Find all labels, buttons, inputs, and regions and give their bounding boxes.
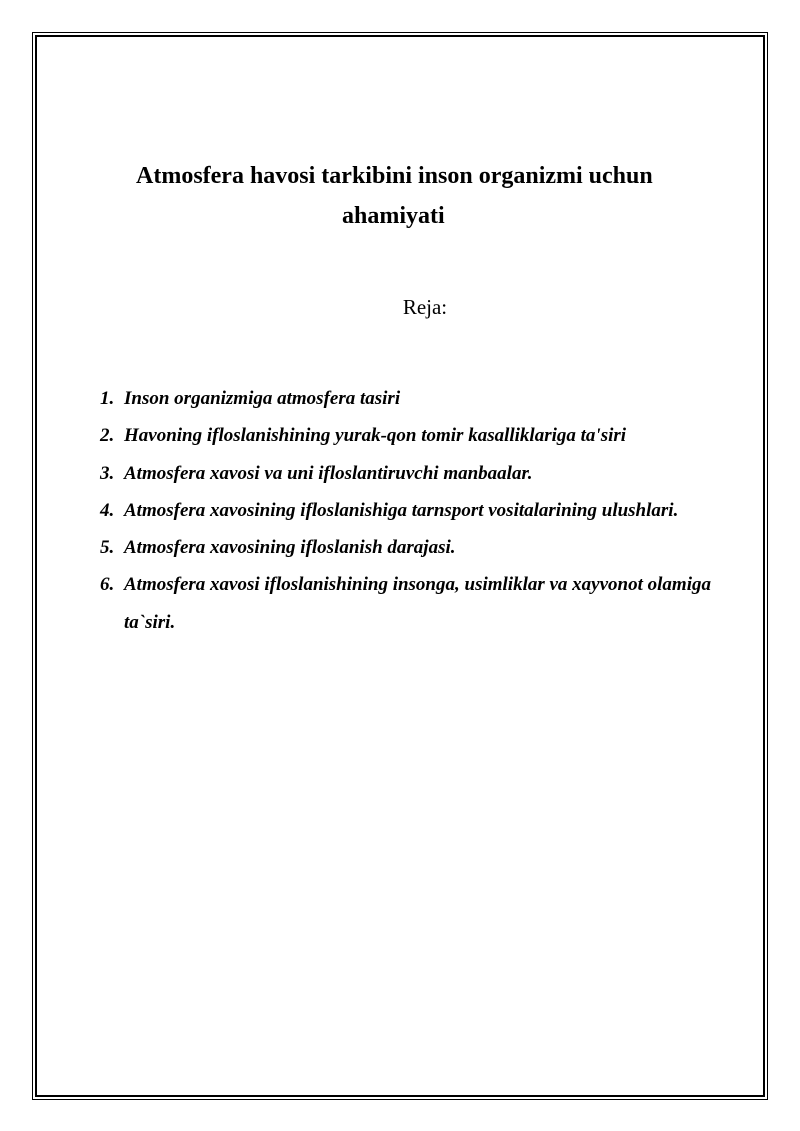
plan-item-number: 4.	[100, 499, 115, 521]
plan-item-text: Atmosfera xavosining ifloslanishiga tarnsport vositalarining ulushlari.	[124, 499, 679, 521]
plan-item-6	[92, 566, 732, 641]
plan-item-2	[92, 417, 732, 454]
plan-item-text: Atmosfera xavosi va uni ifloslantiruvchi manbaalar.	[124, 462, 533, 484]
plan-item-4	[92, 492, 732, 529]
plan-item-text: Havoning ifloslanishining yurak-qon tomir kasalliklariga ta'siri	[124, 425, 627, 447]
plan-item-number: 2.	[100, 425, 115, 447]
plan-heading: Reja:	[402, 295, 448, 319]
plan-item-number: 1.	[100, 388, 115, 409]
plan-item-number: 6.	[100, 574, 115, 596]
plan-item-text: Atmosfera xavosining ifloslanish darajasi.	[124, 537, 456, 559]
document-title-line2: ahamiyati	[342, 203, 445, 229]
plan-item-number: 3.	[100, 462, 115, 484]
plan-list	[92, 380, 732, 641]
plan-item-1	[92, 380, 732, 417]
document-title-line1: Atmosfera havosi tarkibini inson organizmi uchun	[136, 163, 653, 189]
plan-item-text: Inson organizmiga atmosfera tasiri	[124, 388, 401, 409]
plan-item-3	[92, 455, 732, 492]
plan-item-5	[92, 529, 732, 566]
document-title	[96, 156, 752, 236]
plan-item-text: Atmosfera xavosi ifloslanishining insonga, usimliklar va xayvonot olamiga ta`siri.	[124, 574, 711, 633]
plan-item-number: 5.	[100, 537, 115, 559]
